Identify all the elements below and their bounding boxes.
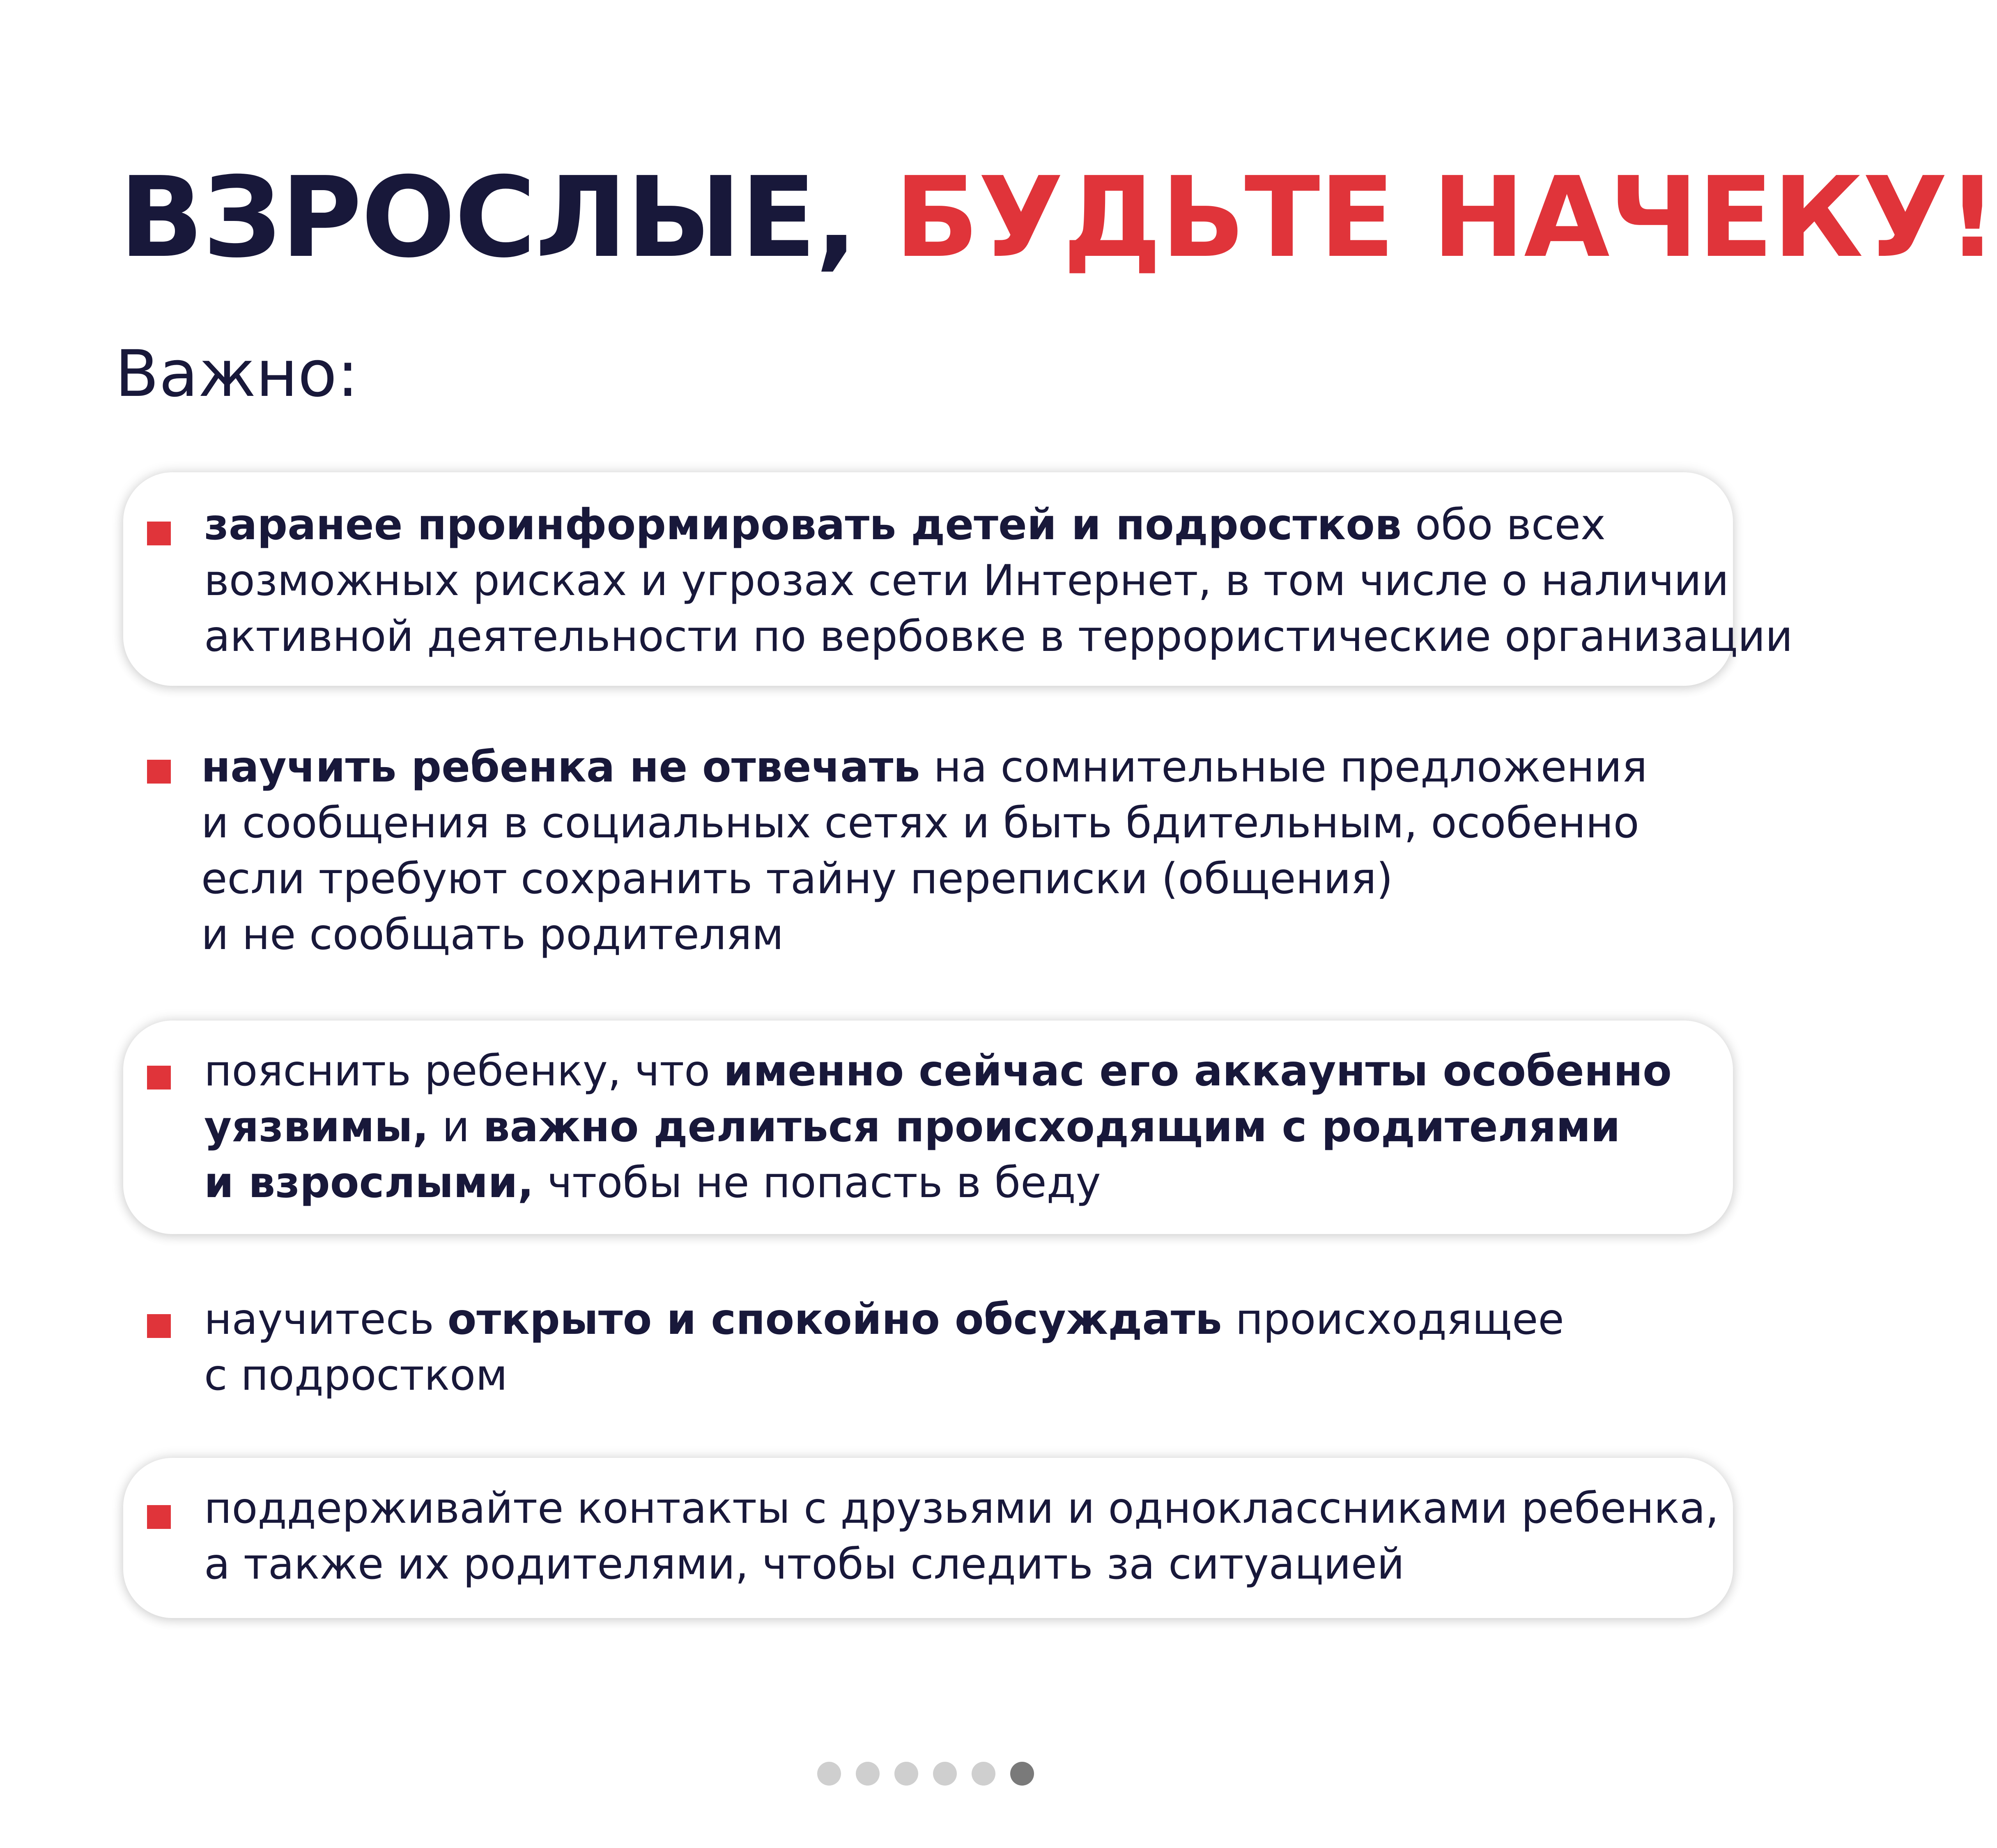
list-item bbox=[123, 1021, 1733, 1234]
title-part-accent: БУДЬТЕ НАЧЕКУ! bbox=[894, 153, 1997, 282]
text-span: если требуют сохранить тайну переписки (общения) bbox=[201, 854, 1393, 903]
list-item bbox=[123, 472, 1793, 686]
list-item bbox=[123, 1458, 1733, 1618]
bold-text: именно сейчас его аккаунты особенно bbox=[723, 1046, 1672, 1096]
text-span: возможных рисках и угрозах сети Интернет, в том числе о наличии bbox=[204, 556, 1729, 605]
text-line bbox=[204, 1155, 1708, 1211]
text-line bbox=[201, 907, 1708, 963]
text-line bbox=[201, 739, 1708, 795]
text-span: активной деятельности по вербовке в террористические организации bbox=[204, 612, 1793, 661]
text-line bbox=[204, 1347, 1708, 1403]
bullet-icon bbox=[147, 1314, 171, 1338]
list-item-text bbox=[204, 1292, 1708, 1403]
text-span: а также их родителями, чтобы следить за ситуацией bbox=[204, 1540, 1405, 1589]
text-line bbox=[204, 497, 1708, 553]
pagination-dot[interactable] bbox=[933, 1762, 957, 1786]
text-span: чтобы не попасть в беду bbox=[533, 1158, 1101, 1207]
bold-text: научить ребенка не отвечать bbox=[201, 742, 920, 792]
subtitle: Важно: bbox=[115, 336, 359, 411]
text-span: пояснить ребенку, что bbox=[204, 1046, 724, 1096]
text-span: с подростком bbox=[204, 1351, 508, 1400]
text-span: происходящее bbox=[1222, 1295, 1564, 1344]
text-line bbox=[204, 1480, 1719, 1536]
text-line bbox=[204, 1099, 1708, 1155]
pagination-dot[interactable] bbox=[972, 1762, 995, 1786]
text-line bbox=[204, 1292, 1708, 1347]
bold-text: и взрослыми, bbox=[204, 1158, 534, 1207]
pagination-dot[interactable] bbox=[1010, 1762, 1034, 1786]
text-line bbox=[204, 609, 1793, 664]
text-line bbox=[201, 851, 1708, 907]
text-line bbox=[204, 1043, 1708, 1099]
pagination-dot[interactable] bbox=[894, 1762, 918, 1786]
text-line bbox=[204, 553, 1729, 609]
text-span: обо всех bbox=[1402, 500, 1606, 549]
list-item-text bbox=[204, 1043, 1708, 1211]
bullet-icon bbox=[147, 1505, 171, 1529]
text-span: и сообщения в социальных сетях и быть бдительным, особенно bbox=[201, 798, 1639, 848]
bullet-icon bbox=[147, 522, 171, 545]
bold-text: заранее проинформировать детей и подростков bbox=[204, 500, 1402, 549]
page-title bbox=[119, 148, 1997, 287]
text-line bbox=[201, 795, 1708, 851]
list-item-text bbox=[204, 1480, 1719, 1592]
list-item-text bbox=[204, 497, 1793, 664]
bullet-icon bbox=[147, 1066, 171, 1089]
list-item bbox=[123, 1265, 1733, 1421]
list-item-text bbox=[201, 739, 1708, 963]
text-span: поддерживайте контакты с друзьями и одноклассниками ребенка, bbox=[204, 1484, 1719, 1533]
bold-text: уязвимы, bbox=[204, 1102, 429, 1152]
bold-text: важно делиться происходящим с родителями bbox=[483, 1102, 1620, 1152]
title-part-main: ВЗРОСЛЫЕ, bbox=[119, 153, 895, 282]
pagination-dot[interactable] bbox=[856, 1762, 880, 1786]
list-item bbox=[123, 715, 1733, 969]
text-line bbox=[204, 1536, 1708, 1592]
bullet-icon bbox=[147, 760, 171, 784]
pagination-dot[interactable] bbox=[817, 1762, 841, 1786]
text-span: научитесь bbox=[204, 1295, 448, 1344]
bold-text: открыто и спокойно обсуждать bbox=[447, 1295, 1222, 1344]
text-span: и не сообщать родителям bbox=[201, 910, 784, 959]
text-span: на сомнительные предложения bbox=[920, 742, 1648, 792]
text-span: и bbox=[428, 1102, 483, 1152]
